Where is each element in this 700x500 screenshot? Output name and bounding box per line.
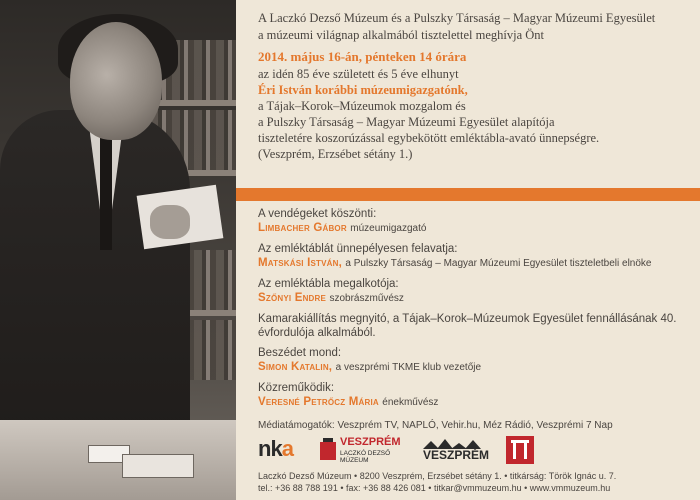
program-person-role: a veszprémi TKME klub vezetője <box>335 362 482 373</box>
hand <box>150 205 190 239</box>
laczko-wordmark: VESZPRÉM <box>340 436 401 448</box>
program-item <box>258 242 694 271</box>
laczko-museum-logo <box>318 436 418 464</box>
event-honoree: Éri István korábbi múzeumigazgatónk, <box>258 83 468 97</box>
logo-row <box>258 436 694 464</box>
laczko-crown-icon <box>318 436 338 464</box>
program-person <box>258 291 694 306</box>
event-line-c: tiszteletére koszorúzással egybekötött emléktábla-avató ünnepségre. <box>258 131 600 145</box>
program-person-role: a Pulszky Társaság – Magyar Múzeumi Egyesület tiszteletbeli elnöke <box>345 258 652 269</box>
program-label: Beszédet mond: <box>258 347 342 359</box>
footer-line-1: Laczkó Dezső Múzeum • 8200 Veszprém, Erzsébet sétány 1. • titkárság: Török Ignác u. 7. <box>258 471 617 481</box>
divider-bar <box>236 188 700 201</box>
program-person-name: Simon Katalin, <box>258 361 333 373</box>
head <box>70 22 162 140</box>
program-person-name: Veresné Petrőcz Mária <box>258 396 379 408</box>
program-person <box>258 221 694 236</box>
pulszky-icon <box>506 436 534 464</box>
event-line-a: a Tájak–Korok–Múzeumok mozgalom és <box>258 99 466 113</box>
event-line-birth: az idén 85 éve született és 5 éve elhunyt <box>258 67 459 81</box>
program-item <box>258 346 694 375</box>
program-person <box>258 256 694 271</box>
program-person <box>258 360 694 375</box>
program-label: A vendégeket köszönti: <box>258 208 377 220</box>
program-person <box>258 395 694 410</box>
program-person-name: Matskási István, <box>258 257 342 269</box>
nka-logo: nka <box>258 436 293 461</box>
laczko-subtitle: LACZKÓ DEZSŐ MÚZEUM <box>340 450 391 464</box>
pulszky-society-logo <box>506 436 534 464</box>
tie <box>100 130 112 250</box>
program-person-role: énekművész <box>382 397 439 408</box>
program-item <box>258 277 694 306</box>
header-line-1: A Laczkó Dezső Múzeum és a Pulszky Társaság – Magyar Múzeumi Egyesület <box>258 11 656 25</box>
desk-item <box>122 454 194 478</box>
event-date: 2014. május 16-án, pénteken 14 órára <box>258 49 467 64</box>
program-item <box>258 312 694 340</box>
invitation-header <box>258 10 694 162</box>
program-label: Kamarakiállítás megnyitó, a Tájak–Korok–Múzeumok Egyesület fennállásának 40. évfordulója alkalmából. <box>258 313 677 339</box>
honoree-photo <box>0 0 236 500</box>
event-line-b: a Pulszky Társaság – Magyar Múzeumi Egyesület alapítója <box>258 115 555 129</box>
veszprem-logo <box>423 436 493 464</box>
program-person-role: múzeumigazgató <box>350 223 427 234</box>
header-line-2: a múzeumi világnap alkalmából tisztelettel meghívja Önt <box>258 28 545 42</box>
program-person-role: szobrászművész <box>329 293 404 304</box>
veszprem-wordmark: VESZPRÉM <box>423 448 490 462</box>
program-item <box>258 381 694 410</box>
footer-line-2: tel.: +36 88 788 191 • fax: +36 88 426 081 • titkar@vmmuzeum.hu • www.vmmuzeum.hu <box>258 483 611 493</box>
footer <box>258 470 694 494</box>
program-person-name: Limbacher Gábor <box>258 222 347 234</box>
event-location: (Veszprém, Erzsébet sétány 1.) <box>258 147 413 161</box>
program-label: Közreműködik: <box>258 382 335 394</box>
program-person-name: Szőnyi Endre <box>258 292 327 304</box>
program-label: Az emléktáblát ünnepélyesen felavatja: <box>258 243 458 255</box>
program-label: Az emléktábla megalkotója: <box>258 278 399 290</box>
media-sponsors: Médiatámogatók: Veszprém TV, NAPLÓ, Vehir.hu, Méz Rádió, Veszprémi 7 Nap <box>258 420 613 431</box>
program <box>258 207 694 416</box>
program-item <box>258 207 694 236</box>
